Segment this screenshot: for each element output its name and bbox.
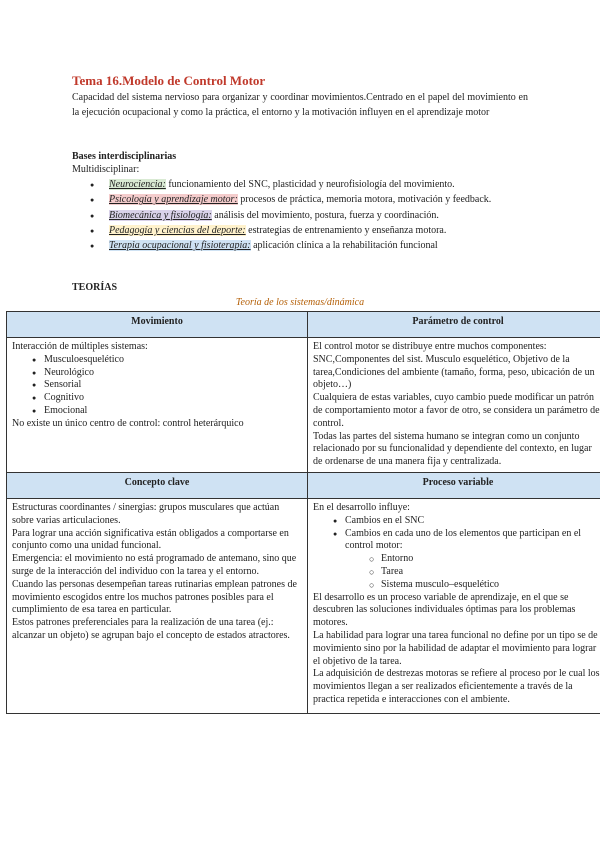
bases-list — [90, 178, 528, 254]
bases-text: procesos de práctica, memoria motora, motivación y feedback. — [237, 194, 492, 206]
elements-sublist — [345, 553, 600, 591]
list-item: ● Musculoesquelético — [32, 354, 302, 367]
sublist-item: ○ Sistema musculo–esquelético — [369, 579, 600, 592]
bases-term: Neurociencia: — [109, 179, 166, 190]
cell-text: Todas las partes del sistema humano se integran como un conjunto relacionado por su funcionalidad y dependiente del contexto, en lugar de ordenarse de una manera fija y centralizada. — [313, 430, 592, 468]
bases-item — [90, 193, 528, 208]
cell-proceso — [308, 498, 600, 713]
intro-paragraph: Capacidad del sistema nervioso para organizar y coordinar movimientos.Centrado en el papel del movimiento en la ejecución ocupacional y como la práctica, el entorno y la motivación influyen en el aprendizaje motor — [72, 92, 528, 118]
cell-text: El desarrollo es un proceso variable de aprendizaje, en el que se descubren las soluciones individuales óptimas para los problemas motores. — [313, 591, 576, 629]
bases-term: Biomecánica y fisiología: — [109, 209, 212, 221]
bases-text: análisis del movimiento, postura, fuerza y coordinación. — [211, 209, 439, 221]
list-item: ● Cognitivo — [32, 392, 302, 405]
list-item: ● Sensorial — [32, 379, 302, 392]
bases-text: aplicación clínica a la rehabilitación funcional — [250, 240, 438, 252]
systems-list — [12, 354, 302, 418]
bases-text: estrategias de entrenamiento y enseñanza motora. — [245, 224, 447, 236]
bases-term: Terapia ocupacional y fisioterapia: — [109, 240, 251, 252]
bases-term: Pedagogía y ciencias del deporte: — [109, 224, 246, 236]
bases-text: funcionamiento del SNC, plasticidad y neurofisiología del movimiento. — [165, 179, 455, 190]
list-item: ● Neurológico — [32, 367, 302, 380]
cell-text: Emergencia: el movimiento no está programado de antemano, sino que surge de la interacción del individuo con la tarea y el entorno. — [12, 553, 297, 577]
cell-text: No existe un único centro de control: control heterárquico — [12, 417, 244, 429]
list-item-text: Cambios en cada uno de los elementos que participan en el control motor: — [345, 527, 582, 552]
theory-table — [6, 311, 600, 714]
bases-item — [90, 178, 528, 193]
list-item — [333, 528, 600, 592]
bases-item — [90, 239, 528, 254]
cell-text: Para lograr una acción significativa están obligados a comportarse en conjunto como una unidad funcional. — [12, 527, 289, 552]
cell-text: El control motor se distribuye entre muchos componentes: SNC,Componentes del sist. Musculo esquelético, Objetivo de la tarea,Condiciones del ambiente (tamaño, forma, peso, ubicación de un objeto…) — [313, 341, 595, 391]
cell-text: Estos patrones preferenciales para la realización de una tarea (ej.: alcanzar un objeto) se agrupan bajo el concepto de estados atractores. — [12, 617, 290, 641]
cell-parametro — [308, 338, 600, 473]
bases-heading: Bases interdisciplinarias — [72, 151, 177, 162]
cell-movimiento — [7, 338, 308, 473]
header-parametro: Parámetro de control — [308, 312, 600, 338]
page-title: Tema 16.Modelo de Control Motor — [72, 73, 266, 88]
theories-heading: TEORÍAS — [72, 282, 118, 293]
cell-text: La adquisición de destrezas motoras se refiere al proceso por le cual los movimientos llegan a ser realizados eficientemente a través de la practica repetida e interacciones con el ambiente. — [313, 668, 600, 705]
cell-text: Interacción de múltiples sistemas: — [12, 341, 148, 352]
cell-text: En el desarrollo influye: — [313, 501, 410, 513]
bases-item — [90, 224, 528, 239]
sublist-item: ○ Tarea — [369, 566, 600, 579]
bases-subtitle: Multidisciplinar: — [72, 164, 140, 175]
header-concepto: Concepto clave — [7, 472, 308, 498]
table-caption: Teoría de los sistemas/dinámica — [235, 297, 365, 308]
header-proceso: Proceso variable — [308, 472, 600, 498]
bases-term: Psicología y aprendizaje motor: — [109, 194, 238, 206]
header-movimiento: Movimiento — [7, 312, 308, 338]
sublist-item: ○ Entorno — [369, 553, 600, 566]
development-list — [313, 515, 600, 592]
cell-text: Estructuras coordinantes / sinergias: grupos musculares que actúan sobre varias articulaciones. — [12, 501, 280, 526]
cell-concepto — [7, 498, 308, 713]
bases-item — [90, 209, 528, 224]
cell-text: Cuando las personas desempeñan tareas rutinarias emplean patrones de movimiento escogidos entre los muchos patrones posibles para el cumplimiento de esa tarea en particular. — [12, 578, 297, 616]
cell-text: Cualquiera de estas variables, cuyo cambio puede modificar un patrón de comportamiento motor a favor de otro, se considera un parámetro de control. — [313, 392, 600, 429]
list-item: ● Cambios en el SNC — [333, 515, 600, 528]
list-item: ● Emocional — [32, 405, 302, 418]
cell-text: La habilidad para lograr una tarea funcional no define por un tipo se de movimiento sino por la habilidad de adaptar el movimiento para lograr el objetivo de la tarea. — [313, 629, 598, 667]
